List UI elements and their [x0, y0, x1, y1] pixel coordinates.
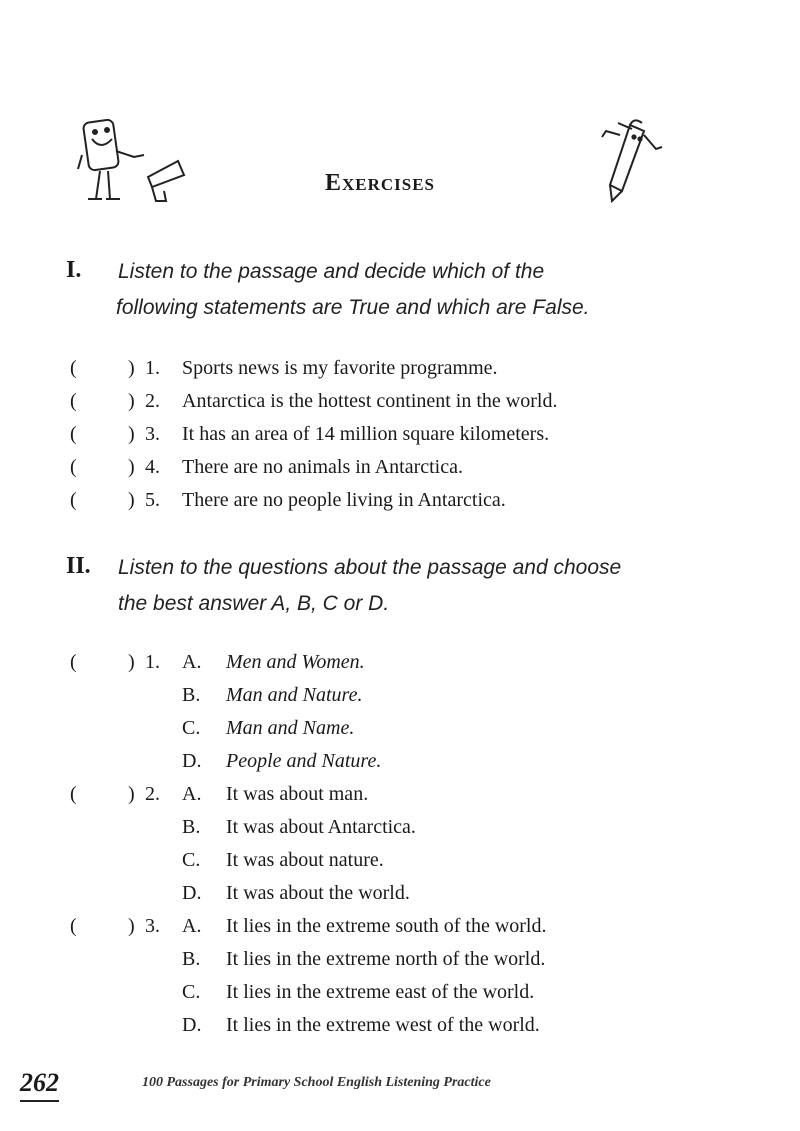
- option-text: It lies in the extreme east of the world.: [226, 981, 535, 1003]
- option-text: It was about man.: [226, 783, 369, 805]
- option-text: It was about nature.: [226, 849, 384, 871]
- option-text: It lies in the extreme west of the world.: [226, 1014, 540, 1036]
- option-row: C. It was about nature.: [182, 849, 384, 871]
- option-text: It was about the world.: [226, 882, 410, 904]
- option-text: People and Nature.: [226, 750, 382, 772]
- question-item: ( ) 3. A. It lies in the extreme south of the world.: [70, 910, 546, 943]
- option-text: It lies in the extreme south of the world.: [226, 915, 547, 937]
- option-text: It was about Antarctica.: [226, 816, 416, 838]
- section-1-number: I.: [66, 257, 82, 283]
- option-text: It lies in the extreme north of the world.: [226, 948, 546, 970]
- section-1-statement-list: [70, 352, 557, 517]
- option-text: Man and Name.: [226, 717, 355, 739]
- answer-blank[interactable]: (: [70, 357, 77, 379]
- statement-text: Sports news is my favorite programme.: [182, 357, 498, 379]
- statement-item: ( ) 4. There are no animals in Antarctica.: [70, 451, 557, 484]
- section-2-instruction-line-1: Listen to the questions about the passage and choose: [118, 556, 622, 579]
- question-item: ( ) 1. A. Men and Women.: [70, 646, 546, 679]
- statement-item: ( ) 2. Antarctica is the hottest continent in the world.: [70, 385, 557, 418]
- statement-text: Antarctica is the hottest continent in the world.: [182, 390, 558, 412]
- answer-blank[interactable]: (: [70, 456, 77, 478]
- answer-blank[interactable]: (: [70, 423, 77, 445]
- option-row: D. It lies in the extreme west of the world.: [182, 1014, 540, 1036]
- answer-blank[interactable]: (: [70, 651, 77, 673]
- option-row: B. Man and Nature.: [182, 684, 363, 706]
- statement-item: ( ) 3. It has an area of 14 million square kilometers.: [70, 418, 557, 451]
- section-2-instruction-line-2: the best answer A, B, C or D.: [118, 592, 390, 615]
- statement-item: ( ) 5. There are no people living in Antarctica.: [70, 484, 557, 517]
- answer-blank[interactable]: (: [70, 783, 77, 805]
- statement-text: There are no animals in Antarctica.: [182, 456, 463, 478]
- page-number: 262: [20, 1068, 59, 1102]
- statement-text: It has an area of 14 million square kilometers.: [182, 423, 550, 445]
- section-2-number: II.: [66, 553, 91, 579]
- option-text: Man and Nature.: [226, 684, 363, 706]
- statement-item: ( ) 1. Sports news is my favorite programme.: [70, 352, 557, 385]
- option-row: B. It lies in the extreme north of the world.: [182, 948, 546, 970]
- page-title: Exercises: [324, 170, 436, 196]
- question-item: ( ) 2. A. It was about man.: [70, 778, 546, 811]
- book-title-footer: 100 Passages for Primary School English Listening Practice: [142, 1075, 491, 1090]
- answer-blank[interactable]: (: [70, 390, 77, 412]
- answer-blank[interactable]: (: [70, 915, 77, 937]
- option-row: C. It lies in the extreme east of the world.: [182, 981, 535, 1003]
- option-row: D. People and Nature.: [182, 750, 382, 772]
- option-row: B. It was about Antarctica.: [182, 816, 416, 838]
- section-2-question-list: [70, 646, 546, 1042]
- option-row: C. Man and Name.: [182, 717, 355, 739]
- option-text: Men and Women.: [226, 651, 365, 673]
- statement-text: There are no people living in Antarctica.: [182, 489, 506, 511]
- section-1-instruction-line-2: following statements are True and which are False.: [116, 296, 590, 319]
- answer-blank[interactable]: (: [70, 489, 77, 511]
- option-row: D. It was about the world.: [182, 882, 410, 904]
- section-1-instruction-line-1: Listen to the passage and decide which of the: [118, 260, 545, 283]
